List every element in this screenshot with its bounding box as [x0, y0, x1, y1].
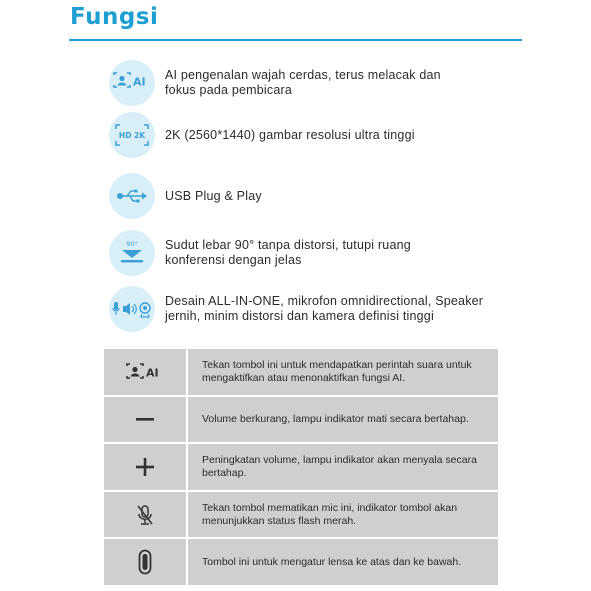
ai-button-icon [125, 362, 165, 382]
feature-text: USB Plug & Play [165, 188, 262, 203]
table-desc-cell: Peningkatan volume, lampu indikator akan menyala secara bertahap. [188, 444, 498, 490]
table-desc-cell: Tekan tombol ini untuk mendapatkan perintah suara untuk mengaktifkan atau menonaktifkan fungsi AI. [188, 349, 498, 395]
ai-button-label: AI [146, 366, 159, 380]
table-key-cell [104, 444, 188, 490]
angle-badge-text: 90° [126, 240, 138, 248]
table-row-mic-mute [104, 492, 498, 538]
feature-ai-tracking [109, 59, 529, 107]
lens-toggle-icon [138, 549, 152, 575]
feature-icon-circle [109, 230, 155, 276]
usb-icon [116, 188, 148, 204]
feature-icon-circle [109, 112, 155, 158]
plus-icon [135, 457, 155, 477]
button-function-table [104, 349, 498, 585]
table-key-cell [104, 492, 188, 538]
table-desc-cell: Tombol ini untuk mengatur lensa ke atas dan ke bawah. [188, 539, 498, 585]
feature-text: 2K (2560*1440) gambar resolusi ultra tinggi [165, 127, 415, 142]
feature-icon-circle [109, 60, 155, 106]
feature-2k-resolution [109, 111, 529, 159]
ai-face-icon [112, 71, 152, 95]
mic-speaker-camera-icon [112, 299, 152, 319]
table-desc-cell: Tekan tombol mematikan mic ini, indikator tombol akan menunjukkan status flash merah. [188, 492, 498, 538]
table-row-lens-toggle [104, 539, 498, 585]
feature-all-in-one [109, 285, 529, 333]
feature-wide-angle [109, 229, 529, 277]
page-title: Fungsi [70, 4, 159, 30]
table-row-volume-down [104, 397, 498, 443]
table-desc-cell: Volume berkurang, lampu indikator mati secara bertahap. [188, 397, 498, 443]
feature-text: Sudut lebar 90° tanpa distorsi, tutupi ruang konferensi dengan jelas [165, 238, 411, 267]
title-divider [69, 39, 522, 41]
wide-angle-icon [117, 239, 147, 267]
feature-icon-circle [109, 173, 155, 219]
feature-text: Desain ALL-IN-ONE, mikrofon omnidirectional, Speaker jernih, minim distorsi dan kamera definisi tinggi [165, 294, 484, 323]
feature-text: AI pengenalan wajah cerdas, terus melacak dan fokus pada pembicara [165, 68, 441, 97]
feature-icon-circle [109, 286, 155, 332]
table-row-ai [104, 349, 498, 395]
feature-usb [109, 172, 529, 220]
table-row-volume-up [104, 444, 498, 490]
hd-badge-text: HD 2K [118, 131, 146, 140]
table-key-cell [104, 349, 188, 395]
table-key-cell [104, 397, 188, 443]
hd-2k-icon [114, 123, 150, 147]
minus-icon [135, 409, 155, 429]
ai-badge-text: AI [133, 75, 146, 89]
table-key-cell [104, 539, 188, 585]
mic-mute-icon [136, 504, 154, 526]
